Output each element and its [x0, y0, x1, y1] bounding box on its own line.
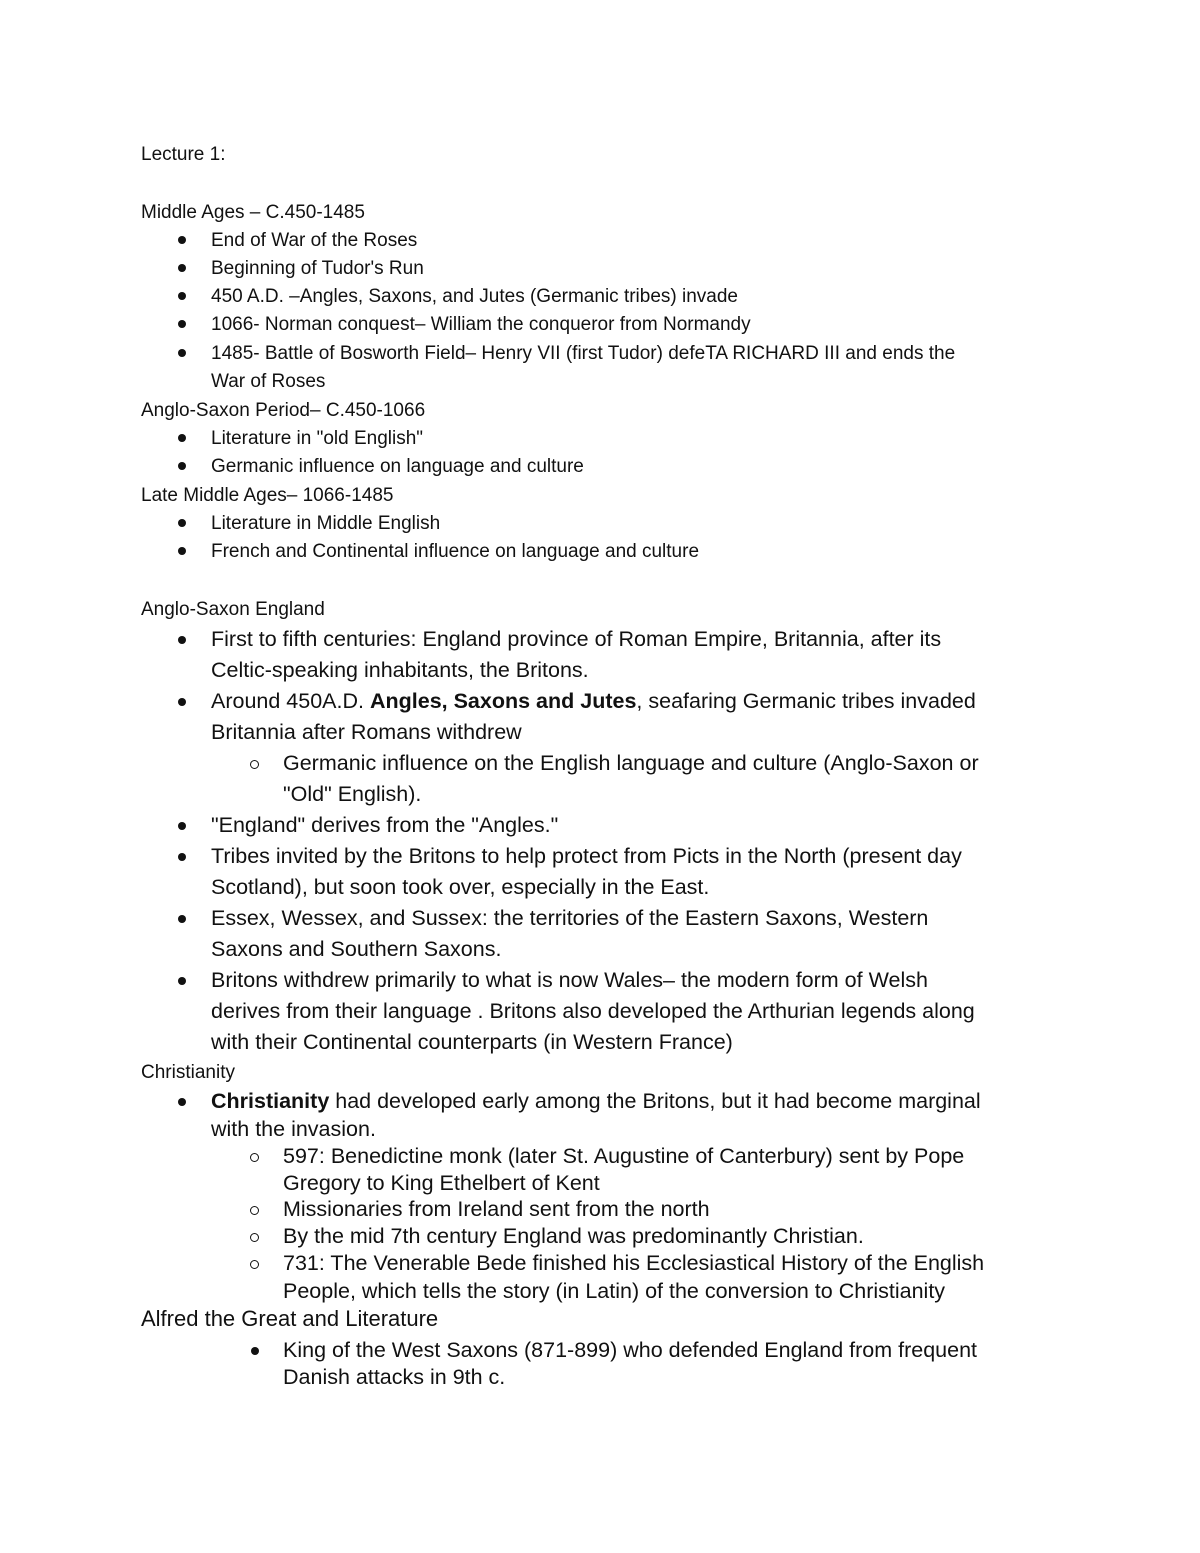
list-item: "England" derives from the "Angles.": [211, 813, 559, 837]
bullet-icon: [178, 519, 186, 527]
list-item: Beginning of Tudor's Run: [211, 258, 424, 279]
alfred-heading: Alfred the Great and Literature: [141, 1306, 439, 1331]
list-item-continuation: Britannia after Romans withdrew: [211, 720, 522, 744]
bullet-icon: [178, 853, 186, 861]
list-item: Essex, Wessex, and Sussex: the territories of the Eastern Saxons, Western: [211, 906, 929, 930]
list-item-continuation: War of Roses: [211, 371, 326, 392]
bullet-icon: [178, 236, 186, 244]
bullet-icon: [178, 462, 186, 470]
list-item-continuation: Saxons and Southern Saxons.: [211, 937, 502, 961]
sub-list-item: 731: The Venerable Bede finished his Ecclesiastical History of the English: [283, 1251, 985, 1275]
bullet-icon: [178, 698, 186, 706]
sub-list-item-continuation: People, which tells the story (in Latin) of the conversion to Christianity: [283, 1279, 946, 1303]
list-item: Tribes invited by the Britons to help protect from Picts in the North (present day: [211, 844, 962, 868]
list-item: Germanic influence on language and culture: [211, 456, 584, 477]
sub-list-item-continuation: "Old" English).: [283, 782, 422, 806]
inline-text: had developed early among the Britons, but it had become marginal: [329, 1089, 981, 1113]
anglo-saxon-period-heading: Anglo-Saxon Period– C.450-1066: [141, 400, 426, 421]
bullet-icon: [178, 292, 186, 300]
bold-term: Christianity: [211, 1089, 330, 1113]
sub-list-item: By the mid 7th century England was predominantly Christian.: [283, 1224, 864, 1248]
lecture-title: Lecture 1:: [141, 144, 226, 165]
anglo-saxon-england-heading: Anglo-Saxon England: [141, 599, 325, 620]
list-item: Literature in Middle English: [211, 513, 441, 534]
list-item-continuation: with the invasion.: [211, 1117, 376, 1141]
list-item: 1485- Battle of Bosworth Field– Henry VII (first Tudor) defeTA RICHARD III and ends the: [211, 343, 956, 364]
bullet-icon: [251, 1347, 259, 1355]
list-item: End of War of the Roses: [211, 230, 418, 251]
bullet-icon: [178, 547, 186, 555]
bullet-icon: [178, 977, 186, 985]
list-item: [211, 1091, 981, 1113]
list-item-continuation: Celtic-speaking inhabitants, the Britons.: [211, 658, 589, 682]
late-middle-ages-heading: Late Middle Ages– 1066-1485: [141, 485, 394, 506]
list-item: Britons withdrew primarily to what is now Wales– the modern form of Welsh: [211, 968, 928, 992]
sub-bullet-icon: [250, 1233, 259, 1242]
bullet-icon: [178, 349, 186, 357]
sub-list-item: Germanic influence on the English language and culture (Anglo-Saxon or: [283, 751, 979, 775]
list-item-continuation: derives from their language . Britons also developed the Arthurian legends along: [211, 999, 975, 1023]
bullet-icon: [178, 636, 186, 644]
list-item: Literature in "old English": [211, 428, 424, 449]
list-item: 450 A.D. –Angles, Saxons, and Jutes (Germanic tribes) invade: [211, 286, 738, 307]
sub-list-item-continuation: Gregory to King Ethelbert of Kent: [283, 1171, 600, 1195]
sub-bullet-icon: [250, 1260, 259, 1269]
list-item-continuation: Scotland), but soon took over, especially in the East.: [211, 875, 710, 899]
bullet-icon: [178, 434, 186, 442]
sub-bullet-icon: [250, 760, 259, 769]
bullet-icon: [178, 822, 186, 830]
bullet-icon: [178, 264, 186, 272]
sub-bullet-icon: [250, 1206, 259, 1215]
bullet-icon: [178, 1098, 186, 1106]
list-item: French and Continental influence on language and culture: [211, 541, 700, 562]
list-item-continuation: with their Continental counterparts (in Western France): [211, 1030, 733, 1054]
christianity-heading: Christianity: [141, 1062, 235, 1083]
inline-text: Around 450A.D.: [211, 689, 370, 713]
list-item: [211, 691, 976, 713]
bold-term: Angles, Saxons and Jutes: [369, 689, 637, 713]
inline-text: , seafaring Germanic tribes invaded: [636, 689, 976, 713]
list-item: First to fifth centuries: England province of Roman Empire, Britannia, after its: [211, 627, 942, 651]
list-item: King of the West Saxons (871-899) who defended England from frequent: [283, 1338, 978, 1362]
middle-ages-heading: Middle Ages – C.450-1485: [141, 202, 365, 223]
bullet-icon: [178, 320, 186, 328]
sub-bullet-icon: [250, 1153, 259, 1162]
sub-list-item: Missionaries from Ireland sent from the north: [283, 1197, 710, 1221]
list-item: 1066- Norman conquest– William the conqueror from Normandy: [211, 314, 751, 335]
list-item-continuation: Danish attacks in 9th c.: [283, 1365, 506, 1389]
sub-list-item: 597: Benedictine monk (later St. Augustine of Canterbury) sent by Pope: [283, 1144, 965, 1168]
bullet-icon: [178, 915, 186, 923]
